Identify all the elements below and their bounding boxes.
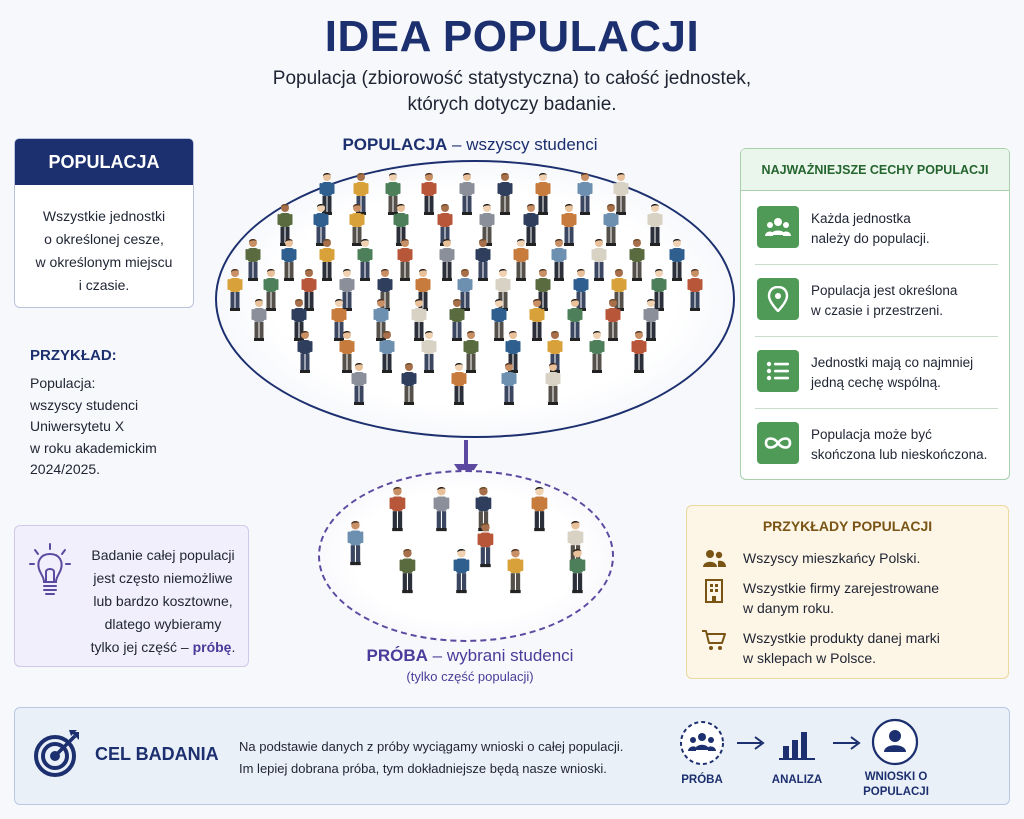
tip-line bbox=[81, 636, 245, 659]
feature-text bbox=[811, 209, 930, 249]
people-icon bbox=[701, 548, 727, 570]
student-figure bbox=[450, 362, 468, 406]
example-text bbox=[30, 373, 157, 481]
student-figure bbox=[244, 238, 262, 282]
tip-line: lub bardzo kosztowne, bbox=[93, 593, 233, 609]
student-figure bbox=[346, 520, 365, 566]
student-figure bbox=[250, 298, 268, 342]
goal-line: Im lepiej dobrana próba, tym dokładniejsze będą nasze wnioski. bbox=[239, 761, 607, 776]
example-line: wszyscy studenci bbox=[30, 396, 139, 413]
definition-line: w określonym miejscu bbox=[35, 254, 173, 270]
student-figure bbox=[500, 362, 518, 406]
tip-line-prefix: tylko jej część – bbox=[90, 639, 193, 655]
student-figure bbox=[280, 238, 298, 282]
tip-line: dlatego wybieramy bbox=[104, 616, 222, 632]
student-figure bbox=[566, 298, 584, 342]
population-example-text bbox=[743, 628, 940, 668]
student-figure bbox=[550, 238, 568, 282]
sample-sublabel: (tylko część populacji) bbox=[406, 669, 534, 684]
population-example-line: Wszystkie firmy zarejestrowane bbox=[743, 580, 940, 596]
feature-item bbox=[755, 265, 998, 337]
student-figure bbox=[318, 238, 336, 282]
student-figure bbox=[668, 238, 686, 282]
population-label bbox=[280, 135, 660, 155]
location-pin-icon bbox=[757, 278, 799, 320]
definition-line: i czasie. bbox=[78, 277, 130, 293]
student-figure bbox=[400, 362, 418, 406]
tip-text bbox=[81, 544, 245, 659]
conclusions-step-line: WNIOSKI O bbox=[864, 771, 928, 783]
student-figure bbox=[496, 172, 514, 216]
goal-line: Na podstawie danych z próby wyciągamy wnioski o całej populacji. bbox=[239, 739, 624, 754]
goal-text bbox=[239, 736, 623, 780]
example-title: PRZYKŁAD: bbox=[30, 347, 117, 364]
tip-line-suffix: . bbox=[231, 639, 236, 655]
population-label-bold: POPULACJA bbox=[342, 135, 448, 154]
feature-line: jedną cechę wspólną. bbox=[811, 375, 941, 390]
student-figure bbox=[604, 298, 622, 342]
student-figure bbox=[686, 268, 704, 312]
infinity-icon bbox=[757, 422, 799, 464]
feature-line: Jednostki mają co najmniej bbox=[811, 355, 974, 370]
student-figure bbox=[506, 548, 525, 594]
list-icon bbox=[757, 350, 799, 392]
student-figure bbox=[226, 268, 244, 312]
page-title: IDEA POPULACJI bbox=[324, 12, 700, 61]
target-icon bbox=[33, 728, 83, 778]
population-example-text: Wszyscy mieszkańcy Polski. bbox=[743, 550, 921, 566]
research-goal-panel bbox=[14, 707, 1010, 805]
population-example-text bbox=[743, 578, 939, 618]
sample-label bbox=[300, 646, 640, 666]
definition-text bbox=[15, 185, 193, 297]
cart-icon bbox=[701, 628, 727, 652]
goal-title: CEL BADANIA bbox=[95, 744, 219, 764]
definition-title: POPULACJA bbox=[15, 139, 193, 185]
tip-line: jest często niemożliwe bbox=[93, 570, 233, 586]
student-figure bbox=[378, 330, 396, 374]
feature-text bbox=[811, 425, 987, 465]
sample-label-rest: – wybrani studenci bbox=[427, 646, 574, 665]
student-figure bbox=[474, 238, 492, 282]
conclusions-step-label bbox=[851, 770, 941, 800]
population-label-rest: – wszyscy studenci bbox=[447, 135, 598, 154]
features-card bbox=[740, 148, 1010, 480]
definition-line: o określonej cesze, bbox=[44, 231, 164, 247]
student-figure bbox=[350, 362, 368, 406]
features-title: NAJWAŻNIEJSZE CECHY POPULACJI bbox=[741, 149, 1009, 191]
person-icon bbox=[871, 718, 919, 766]
student-figure bbox=[576, 172, 594, 216]
student-figure bbox=[530, 486, 549, 532]
feature-line: należy do populacji. bbox=[811, 231, 930, 246]
definition-line: Wszystkie jednostki bbox=[42, 208, 166, 224]
sample-step-icon bbox=[679, 720, 725, 766]
lightbulb-icon bbox=[29, 542, 71, 606]
student-figure bbox=[388, 486, 407, 532]
student-figure bbox=[438, 238, 456, 282]
feature-item bbox=[755, 193, 998, 265]
student-figure bbox=[590, 238, 608, 282]
feature-line: w czasie i przestrzeni. bbox=[811, 303, 944, 318]
student-figure bbox=[396, 238, 414, 282]
definition-card bbox=[14, 138, 194, 308]
tip-line: Badanie całej populacji bbox=[91, 547, 235, 563]
student-figure bbox=[588, 330, 606, 374]
student-figure bbox=[458, 172, 476, 216]
tip-highlight: próbę bbox=[192, 639, 232, 655]
example-line: 2024/2025. bbox=[30, 461, 101, 477]
sample-step-label: PRÓBA bbox=[681, 774, 723, 786]
student-figure bbox=[296, 330, 314, 374]
student-figure bbox=[476, 522, 495, 568]
student-figure bbox=[528, 298, 546, 342]
student-figure bbox=[544, 362, 562, 406]
population-example-line: w sklepach w Polsce. bbox=[743, 650, 877, 666]
student-figure bbox=[628, 238, 646, 282]
example-line: w roku akademickim bbox=[30, 439, 157, 456]
student-figure bbox=[452, 548, 471, 594]
population-examples-title: PRZYKŁADY POPULACJI bbox=[762, 518, 933, 534]
feature-text bbox=[811, 353, 973, 393]
student-figure bbox=[398, 548, 417, 594]
feature-line: Każda jednostka bbox=[811, 211, 911, 226]
arrow-right-icon bbox=[737, 736, 765, 750]
group-icon bbox=[757, 206, 799, 248]
subtitle-line: których dotyczy badanie. bbox=[407, 94, 617, 115]
student-figure bbox=[420, 330, 438, 374]
feature-item bbox=[755, 337, 998, 409]
tip-card bbox=[14, 525, 249, 667]
population-example-line: Wszystkie produkty danej marki bbox=[743, 630, 940, 646]
example-line: Uniwersytetu X bbox=[30, 418, 125, 434]
student-figure bbox=[568, 548, 587, 594]
feature-text bbox=[811, 281, 957, 321]
student-figure bbox=[512, 238, 530, 282]
student-figure bbox=[630, 330, 648, 374]
student-figure bbox=[356, 238, 374, 282]
student-figure bbox=[646, 203, 664, 247]
feature-line: Populacja jest określona bbox=[811, 283, 958, 298]
analysis-step-label: ANALIZA bbox=[771, 774, 823, 786]
population-examples-card bbox=[686, 505, 1009, 679]
subtitle-line: Populacja (zbiorowość statystyczna) to całość jednostek, bbox=[272, 68, 752, 89]
feature-line: skończona lub nieskończona. bbox=[811, 447, 988, 462]
building-icon bbox=[701, 578, 727, 604]
conclusions-step-line: POPULACJI bbox=[863, 786, 929, 798]
feature-line: Populacja może być bbox=[811, 427, 932, 442]
page-subtitle bbox=[150, 66, 874, 118]
feature-item bbox=[755, 409, 998, 481]
arrow-right-icon bbox=[833, 736, 861, 750]
example-line: Populacja: bbox=[30, 375, 96, 391]
bar-chart-icon bbox=[777, 722, 817, 762]
student-figure bbox=[432, 486, 451, 532]
population-example-line: w danym roku. bbox=[743, 600, 835, 616]
sample-label-bold: PRÓBA bbox=[366, 646, 428, 665]
